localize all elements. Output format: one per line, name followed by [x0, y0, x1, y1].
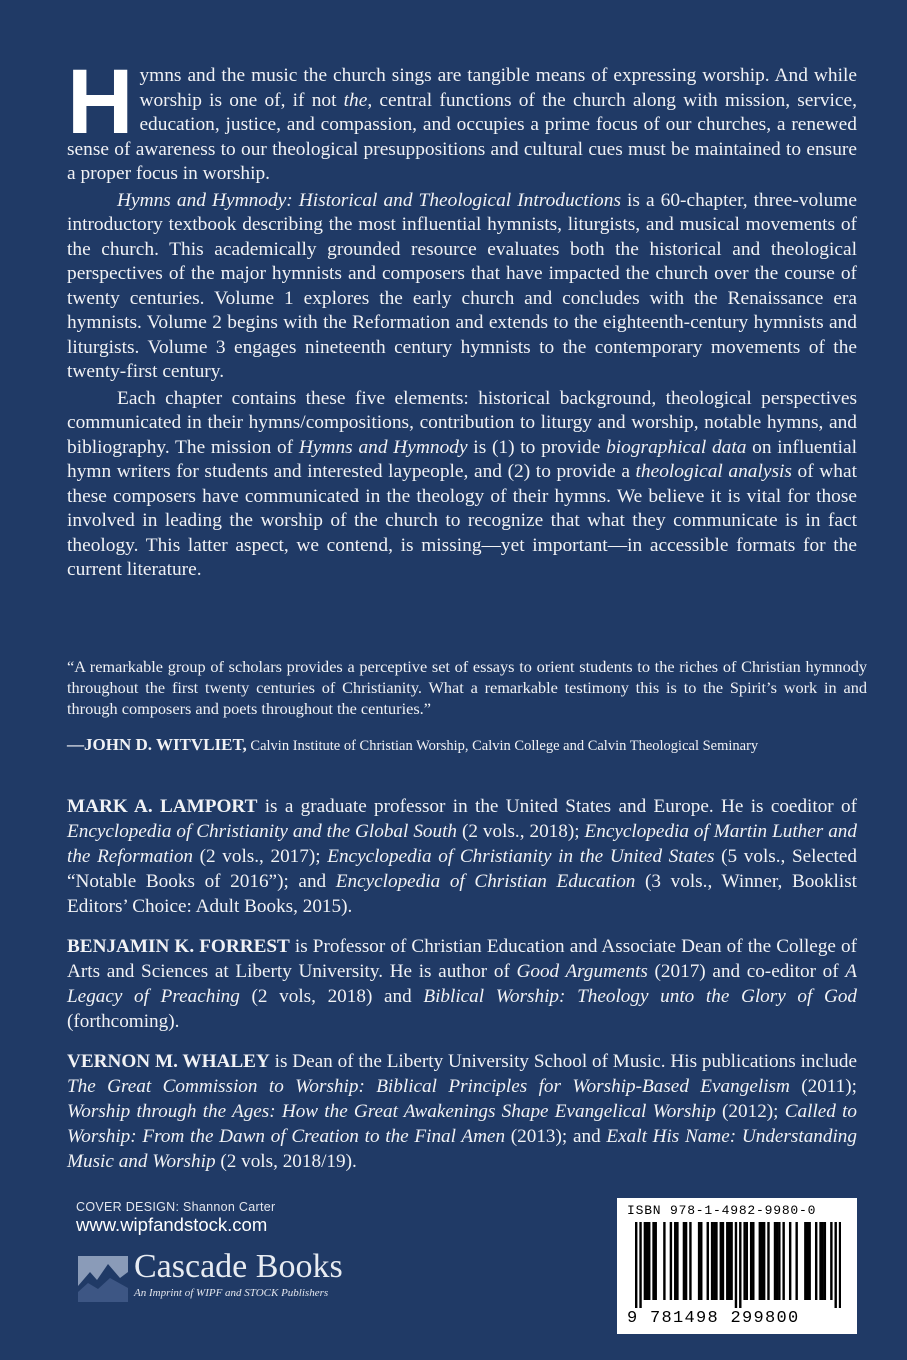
barcode-bar [713, 1222, 715, 1300]
italic-text: Encyclopedia of Martin Luther and the Reformation [67, 821, 857, 867]
italic-text: The Great Commission to Worship: Biblical Principles for Worship-Based Evangelism [67, 1076, 790, 1097]
text-run: (2 vols., 2017); [193, 846, 328, 867]
barcode-bar [639, 1222, 641, 1308]
barcode-bar [739, 1222, 741, 1308]
barcode-bar [670, 1222, 672, 1300]
barcode-bar [700, 1222, 702, 1300]
barcode-bar [707, 1222, 709, 1300]
text-run: (2013); and [505, 1126, 607, 1147]
italic-text: biographical data [606, 436, 747, 458]
barcode-bar [746, 1222, 748, 1300]
barcode-bar [683, 1222, 685, 1300]
italic-text: A Legacy of Preaching [67, 961, 857, 1007]
barcode-bar [750, 1222, 752, 1300]
barcode-bar [735, 1222, 737, 1308]
intro-paragraph-3 [67, 387, 857, 583]
text-run: (2011); [789, 1076, 857, 1097]
barcode-bar [808, 1222, 810, 1300]
barcode-bar [795, 1222, 797, 1300]
italic-text: Called to Worship: From the Dawn of Creation to the Final Amen [67, 1101, 857, 1147]
barcode-bar [815, 1222, 817, 1300]
text-run: Each chapter contains these five elements: historical background, theological perspectives communicated in their hymns/compositions, contribution to liturgy and worship, notable hymns, and bibliography. The mission of [67, 387, 857, 458]
text-run: (5 vols., Selected “Notable Books of 2016”); and [67, 846, 857, 892]
text-run: , central functions of the church along with mission, service, education, justice, and compassion, and occupies a prime focus of our churches, a renewed sense of awareness to our theological presuppositions and cultural cues must be maintained to ensure a proper focus in worship. [67, 89, 857, 184]
barcode-bar [646, 1222, 648, 1300]
text-run: is Professor of Christian Education and Associate Dean of the College of Arts and Sciences at Liberty University. He is author of [67, 936, 857, 982]
barcode-bar [806, 1222, 808, 1300]
barcode-bar [674, 1222, 676, 1300]
publisher-logo-name: Cascade Books [134, 1248, 343, 1285]
barcode-bar [767, 1222, 769, 1300]
text-run: is (1) to provide [467, 436, 607, 458]
barcode-bar [819, 1222, 821, 1300]
barcode-bar [776, 1222, 778, 1300]
bio-name: VERNON M. WHALEY [67, 1051, 270, 1072]
bio-vernon-whaley [67, 1049, 857, 1174]
barcode-bars [635, 1222, 841, 1308]
barcode-bar [730, 1222, 732, 1300]
cover-design-credit: COVER DESIGN: Shannon Carter [76, 1200, 276, 1214]
barcode-bar [655, 1222, 657, 1300]
isbn-barcode [617, 1198, 857, 1334]
barcode-bar [644, 1222, 646, 1300]
barcode-bar [824, 1222, 826, 1300]
italic-text: Encyclopedia of Christianity and the Global South [67, 821, 458, 842]
barcode-bar [789, 1222, 791, 1300]
barcode-bar [635, 1222, 637, 1308]
italic-text: Hymns and Hymnody: Historical and Theological Introductions [117, 189, 621, 211]
italic-text: theological analysis [635, 461, 792, 482]
endorsement-attribution [67, 735, 887, 755]
barcode-bar [761, 1222, 763, 1300]
publisher-imprint-line: An Imprint of WIPF and STOCK Publishers [134, 1287, 329, 1299]
italic-text: Hymns and Hymnody [298, 436, 468, 458]
author-bios [67, 794, 857, 1189]
barcode-bar [652, 1222, 654, 1300]
barcode-bar [720, 1222, 722, 1300]
barcode-bar [663, 1222, 665, 1300]
barcode-bar [839, 1222, 841, 1308]
italic-text: Good Arguments [516, 961, 648, 982]
barcode-bar [685, 1222, 687, 1300]
intro-paragraph-1-text [67, 51, 857, 184]
barcode-bar [778, 1222, 780, 1300]
italic-text: Encyclopedia of Christian Education [335, 871, 636, 892]
text-run: of what these composers have communicated in the theology of their hymns. We believe it is vital for those involved in leading the worship of the church to recognize that what they communicate is in fact theology. This latter aspect, we contend, is missing—yet important—in accessible formats for the current literature. [67, 461, 857, 580]
barcode-bar [804, 1222, 806, 1300]
text-run: is Dean of the Liberty University School of Music. His publications include [269, 1051, 857, 1072]
barcode-bar [834, 1222, 836, 1308]
italic-text: Worship through the Ages: How the Great Awakenings Shape Evangelical Worship [67, 1101, 716, 1122]
barcode-bar [689, 1222, 691, 1300]
endorsement-quote: “A remarkable group of scholars provides a perceptive set of essays to orient students to the riches of Christian hymnody throughout the first twenty centuries of Christianity. What a remarkable testimony this is to the Spirit’s work in and through composers and poets throughout the centuries.” [67, 657, 867, 718]
barcode-bar [698, 1222, 700, 1300]
intro-paragraph-2 [67, 189, 857, 385]
barcode-bar [711, 1222, 713, 1300]
barcode-bar [676, 1222, 678, 1300]
barcode-bar [763, 1222, 765, 1300]
barcode-bar [830, 1222, 832, 1300]
drop-cap: H [67, 51, 134, 153]
italic-text: Encyclopedia of Christianity in the United States [327, 846, 715, 867]
barcode-digits: 9 781498 299800 [627, 1309, 800, 1328]
text-run: is a 60-chapter, three-volume introductory textbook describing the most influential hymnists, liturgists, and musical movements of the church. This academically grounded resource evaluates both the historical and theological perspectives of the major hymnists and composers that have impacted the church over the course of twenty centuries. Volume 1 explores the early church and concludes with the Renaissance era hymnists. Volume 2 begins with the Reformation and extends to the eighteenth-century hymnists and liturgists. Volume 3 engages nineteenth century hymnists to the contemporary movements of the twenty-first century. [67, 189, 857, 382]
text-run: is a graduate professor in the United States and Europe. He is coeditor of [257, 796, 857, 817]
endorser-name: —JOHN D. WITVLIET, [67, 735, 247, 754]
text-run: (forthcoming). [67, 1011, 180, 1032]
italic-text: the [343, 89, 368, 111]
italic-text: Biblical Worship: Theology unto the Glory of God [423, 986, 858, 1007]
barcode-bar [759, 1222, 761, 1300]
italic-text: Exalt His Name: Understanding Music and Worship [67, 1126, 857, 1172]
barcode-bar [752, 1222, 754, 1300]
description-block [67, 51, 857, 585]
text-run: (2 vols, 2018) and [239, 986, 424, 1007]
mountain-logo-icon [78, 1256, 128, 1302]
bio-name: BENJAMIN K. FORREST [67, 936, 290, 957]
bio-mark-lamport [67, 794, 857, 919]
barcode-bar [728, 1222, 730, 1300]
barcode-bar [782, 1222, 784, 1300]
barcode-bar [715, 1222, 717, 1300]
bio-name: MARK A. LAMPORT [67, 796, 258, 817]
barcode-bar [774, 1222, 776, 1300]
endorser-affiliation: Calvin Institute of Christian Worship, Calvin College and Calvin Theological Seminary [246, 738, 759, 754]
publisher-website: www.wipfandstock.com [76, 1214, 268, 1235]
intro-paragraph-1 [67, 51, 857, 187]
barcode-bar [726, 1222, 728, 1300]
barcode-bar [743, 1222, 745, 1300]
text-run: (2017) and co-editor of [647, 961, 846, 982]
text-run: on influential hymn writers for students and interested laypeople, and (2) to provide a [67, 436, 857, 482]
text-run: (3 vols., Winner, Booklist Editors’ Choice: Adult Books, 2015). [67, 871, 857, 917]
text-run: ymns and the music the church sings are tangible means of expressing worship. And while worship is one of, if not [139, 65, 857, 111]
text-run: (2012); [715, 1101, 785, 1122]
barcode-bar [821, 1222, 823, 1300]
bio-benjamin-forrest [67, 934, 857, 1034]
isbn-label: ISBN 978-1-4982-9980-0 [627, 1203, 817, 1218]
barcode-bar [648, 1222, 650, 1300]
text-run: (2 vols, 2018/19). [215, 1151, 357, 1172]
barcode-bar [722, 1222, 724, 1300]
text-run: (2 vols., 2018); [457, 821, 585, 842]
